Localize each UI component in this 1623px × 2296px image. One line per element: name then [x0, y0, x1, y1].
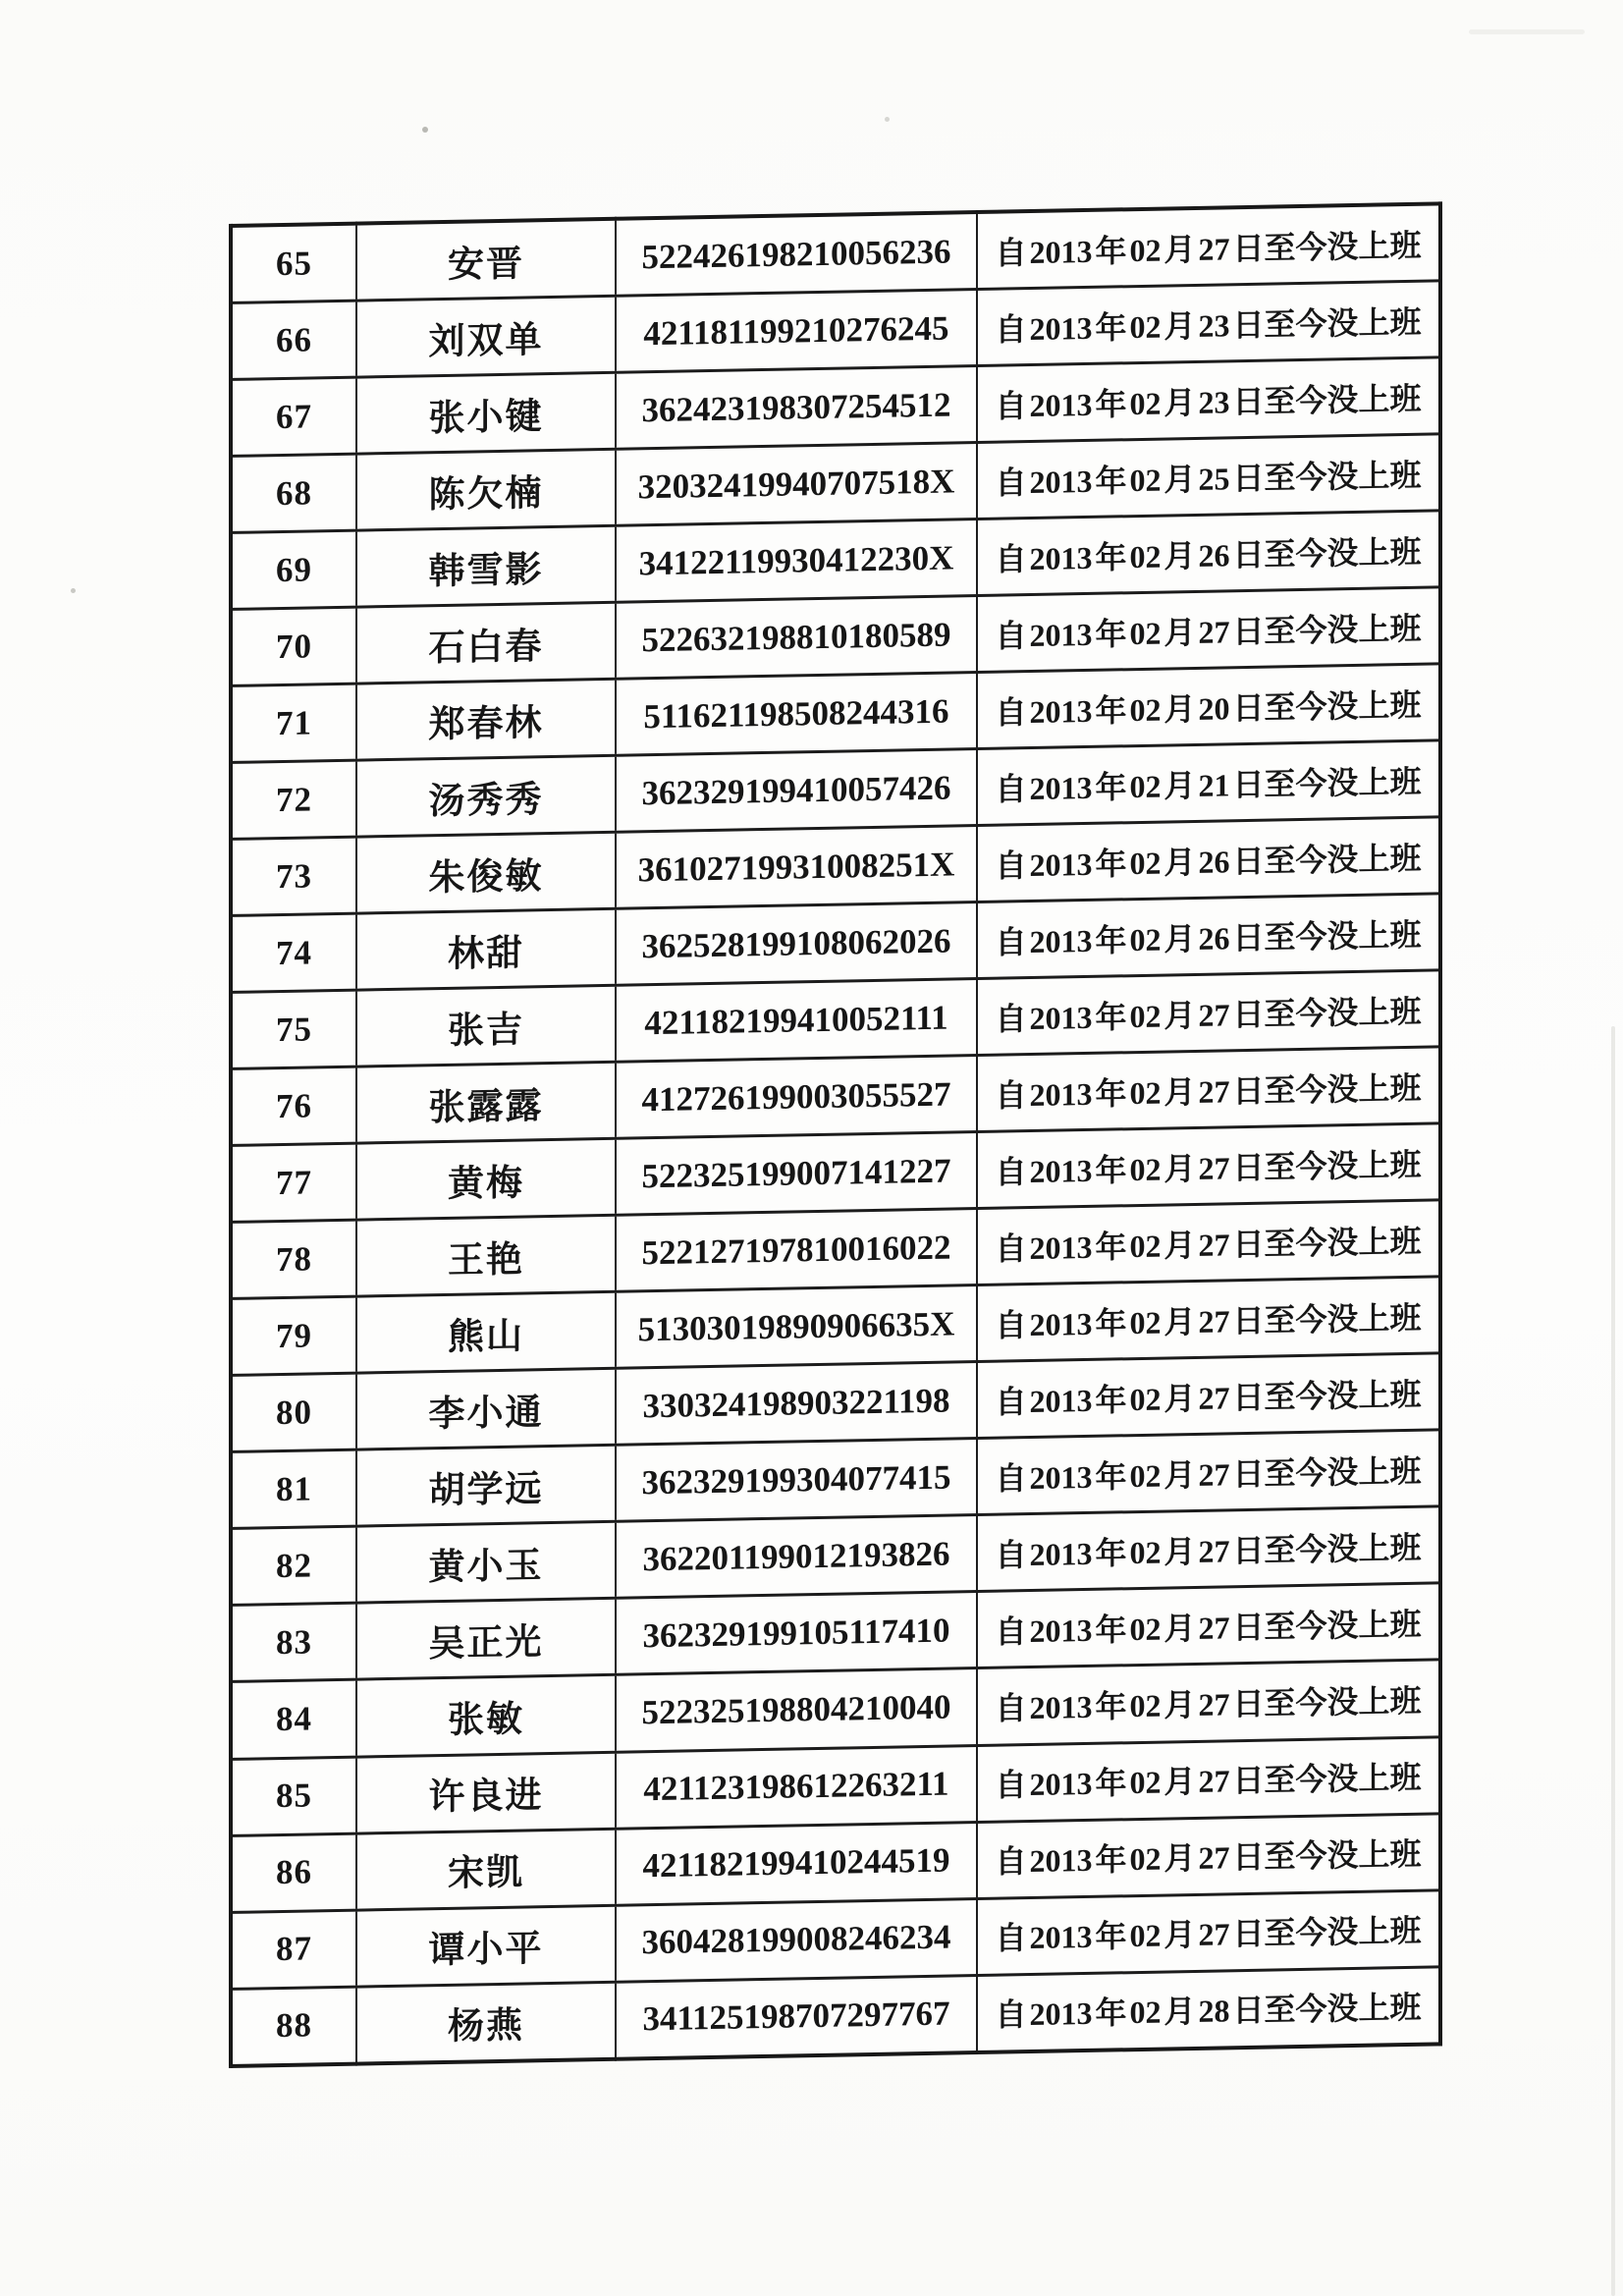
name-cell: 安晋	[356, 219, 616, 301]
id-number-cell: 360428199008246234	[616, 1898, 977, 1982]
id-number-cell: 341125198707297767	[616, 1975, 977, 2059]
id-number-cell: 412726199003055527	[616, 1056, 977, 1139]
status-cell: 自 2013 年 02 月 27 日至今没上班	[977, 1430, 1440, 1515]
id-number-cell: 511621198508244316	[616, 673, 977, 756]
name-cell: 胡学远	[356, 1446, 616, 1527]
row-number-cell: 84	[231, 1680, 356, 1759]
id-number-cell: 362329199105117410	[616, 1592, 977, 1675]
row-number-cell: 67	[231, 377, 356, 456]
name-cell: 朱俊敏	[356, 833, 616, 914]
id-number-cell: 522325199007141227	[616, 1132, 977, 1216]
row-number-cell: 81	[231, 1450, 356, 1529]
status-cell: 自 2013 年 02 月 21 日至今没上班	[977, 740, 1440, 826]
id-number-cell: 421182199410244519	[616, 1822, 977, 1905]
row-number-cell: 79	[231, 1297, 356, 1376]
name-cell: 宋凯	[356, 1829, 616, 1910]
attendance-table	[229, 201, 1442, 2068]
status-cell: 自 2013 年 02 月 27 日至今没上班	[977, 1660, 1440, 1745]
name-cell: 谭小平	[356, 1905, 616, 1987]
id-number-cell: 32032419940707518X	[616, 443, 977, 526]
status-cell: 自 2013 年 02 月 27 日至今没上班	[977, 203, 1440, 289]
id-number-cell: 362329199410057426	[616, 749, 977, 833]
row-number-cell: 74	[231, 913, 356, 992]
id-number-cell: 51303019890906635X	[616, 1285, 977, 1369]
row-number-cell: 83	[231, 1604, 356, 1682]
row-number-cell: 88	[231, 1987, 356, 2066]
row-number-cell: 68	[231, 454, 356, 532]
id-number-cell: 36102719931008251X	[616, 826, 977, 909]
id-number-cell: 522632198810180589	[616, 596, 977, 680]
name-cell: 张小键	[356, 372, 616, 454]
id-number-cell: 522426198210056236	[616, 212, 977, 296]
status-cell: 自 2013 年 02 月 27 日至今没上班	[977, 1506, 1440, 1592]
row-number-cell: 75	[231, 990, 356, 1068]
scan-edge-streak	[1611, 1026, 1615, 2296]
name-cell: 林甜	[356, 909, 616, 991]
row-number-cell: 72	[231, 760, 356, 839]
status-cell: 自 2013 年 02 月 27 日至今没上班	[977, 970, 1440, 1056]
name-cell: 张吉	[356, 986, 616, 1067]
row-number-cell: 76	[231, 1066, 356, 1145]
id-number-cell: 421123198612263211	[616, 1745, 977, 1829]
attendance-table-body	[231, 203, 1440, 2066]
status-cell: 自 2013 年 02 月 27 日至今没上班	[977, 1736, 1440, 1822]
name-cell: 黄梅	[356, 1139, 616, 1221]
status-cell: 自 2013 年 02 月 27 日至今没上班	[977, 1200, 1440, 1285]
name-cell: 黄小玉	[356, 1522, 616, 1604]
status-cell: 自 2013 年 02 月 26 日至今没上班	[977, 511, 1440, 596]
row-number-cell: 70	[231, 607, 356, 685]
name-cell: 韩雪影	[356, 526, 616, 608]
name-cell: 陈欠楠	[356, 450, 616, 531]
id-number-cell: 362201199012193826	[616, 1515, 977, 1599]
status-cell: 自 2013 年 02 月 23 日至今没上班	[977, 357, 1440, 443]
name-cell: 李小通	[356, 1369, 616, 1450]
name-cell: 吴正光	[356, 1599, 616, 1680]
status-cell: 自 2013 年 02 月 25 日至今没上班	[977, 434, 1440, 519]
status-cell: 自 2013 年 02 月 27 日至今没上班	[977, 1813, 1440, 1898]
status-cell: 自 2013 年 02 月 26 日至今没上班	[977, 894, 1440, 979]
status-cell: 自 2013 年 02 月 27 日至今没上班	[977, 1583, 1440, 1668]
id-number-cell: 362329199304077415	[616, 1439, 977, 1522]
status-cell: 自 2013 年 02 月 26 日至今没上班	[977, 817, 1440, 902]
row-number-cell: 73	[231, 837, 356, 915]
id-number-cell: 34122119930412230X	[616, 519, 977, 603]
name-cell: 石白春	[356, 603, 616, 684]
row-number-cell: 78	[231, 1221, 356, 1299]
id-number-cell: 362528199108062026	[616, 902, 977, 986]
status-cell: 自 2013 年 02 月 27 日至今没上班	[977, 1277, 1440, 1362]
name-cell: 郑春林	[356, 680, 616, 761]
row-number-cell: 71	[231, 683, 356, 762]
id-number-cell: 330324198903221198	[616, 1362, 977, 1446]
name-cell: 刘双单	[356, 296, 616, 377]
scan-speck	[885, 117, 890, 122]
row-number-cell: 77	[231, 1143, 356, 1222]
name-cell: 熊山	[356, 1292, 616, 1374]
status-cell: 自 2013 年 02 月 27 日至今没上班	[977, 1047, 1440, 1132]
scan-speck	[71, 588, 76, 593]
row-number-cell: 69	[231, 530, 356, 609]
status-cell: 自 2013 年 02 月 27 日至今没上班	[977, 1353, 1440, 1439]
row-number-cell: 87	[231, 1910, 356, 1989]
id-number-cell: 362423198307254512	[616, 366, 977, 450]
name-cell: 张露露	[356, 1063, 616, 1144]
id-number-cell: 522325198804210040	[616, 1668, 977, 1752]
name-cell: 杨燕	[356, 1982, 616, 2064]
status-cell: 自 2013 年 02 月 20 日至今没上班	[977, 664, 1440, 749]
row-number-cell: 65	[231, 224, 356, 303]
status-cell: 自 2013 年 02 月 28 日至今没上班	[977, 1966, 1440, 2052]
id-number-cell: 522127197810016022	[616, 1209, 977, 1292]
status-cell: 自 2013 年 02 月 27 日至今没上班	[977, 587, 1440, 673]
row-number-cell: 85	[231, 1757, 356, 1835]
id-number-cell: 421182199410052111	[616, 979, 977, 1063]
name-cell: 张敏	[356, 1675, 616, 1757]
row-number-cell: 66	[231, 301, 356, 379]
row-number-cell: 86	[231, 1833, 356, 1912]
scan-speck	[422, 127, 428, 133]
id-number-cell: 421181199210276245	[616, 290, 977, 373]
name-cell: 汤秀秀	[356, 756, 616, 838]
name-cell: 许良进	[356, 1752, 616, 1833]
status-cell: 自 2013 年 02 月 27 日至今没上班	[977, 1123, 1440, 1209]
row-number-cell: 80	[231, 1374, 356, 1452]
status-cell: 自 2013 年 02 月 27 日至今没上班	[977, 1889, 1440, 1975]
row-number-cell: 82	[231, 1527, 356, 1606]
name-cell: 王艳	[356, 1216, 616, 1297]
status-cell: 自 2013 年 02 月 23 日至今没上班	[977, 281, 1440, 366]
scan-top-streak	[1469, 29, 1585, 34]
